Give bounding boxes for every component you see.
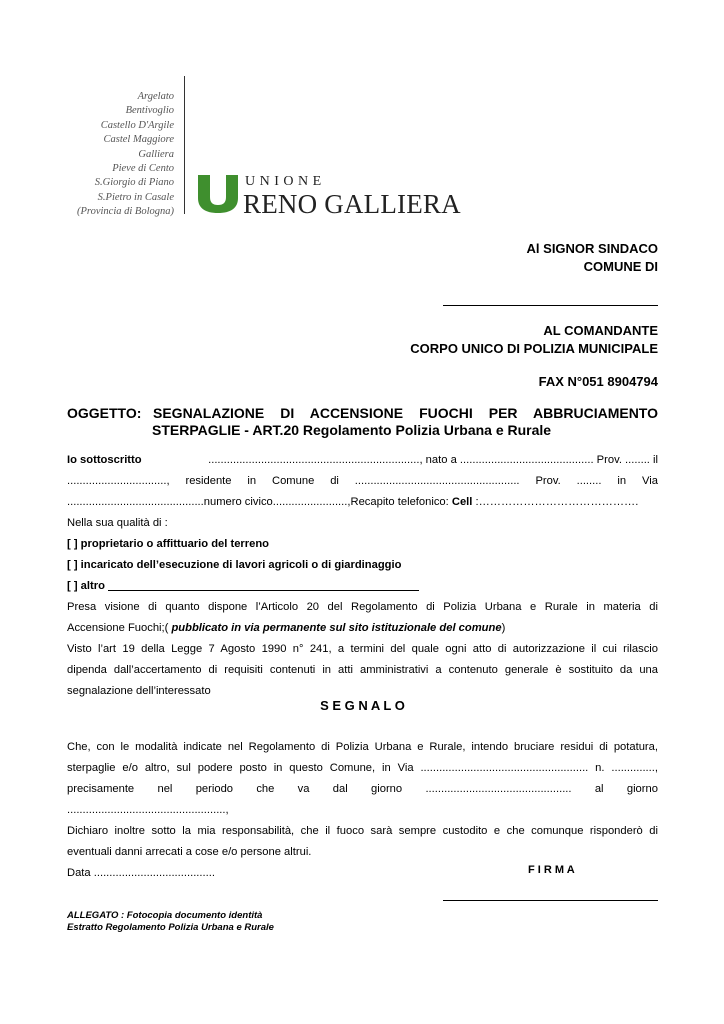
town-name: Bentivoglio: [125, 105, 174, 117]
letterhead: [14, 90, 174, 220]
presa-text-1: Presa visione di quanto dispone l’Articolo 20 del Regolamento di Polizia Urbana e Rurale in materia di: [67, 601, 658, 613]
l2-word: Comune: [272, 475, 315, 487]
l2-word: Prov.: [535, 475, 561, 487]
town-name: Galliera: [138, 148, 174, 160]
subject-label: OGGETTO:: [67, 405, 142, 421]
l2-word: ................................,: [67, 475, 170, 487]
presa-text-2b: pubblicato in via permanente sul sito istituzionale del comune: [171, 622, 502, 634]
form-line-1: [67, 450, 658, 471]
form-body: [67, 450, 658, 702]
visto-line-1: Visto l’art 19 della Legge 7 Agosto 1990 n° 241, a termini del quale ogni atto di autorizzazione il cui rilascio: [67, 643, 658, 655]
town-name: Castel Maggiore: [103, 134, 174, 146]
letterhead-divider: [184, 76, 185, 214]
segnalo-heading: S E G N A L O: [320, 698, 405, 713]
che3-word: che: [256, 783, 275, 795]
che3-word: precisamente: [67, 783, 135, 795]
form-line-3: [67, 492, 658, 513]
option-proprietario[interactable]: [ ] proprietario o affittuario del terreno: [67, 538, 270, 550]
signature-line[interactable]: [443, 900, 658, 901]
fax-number: FAX N°051 8904794: [538, 374, 658, 389]
option-incaricato[interactable]: [ ] incaricato dell’esecuzione di lavori agricoli o di giardinaggio: [67, 559, 402, 571]
l2-word: ........: [576, 475, 602, 487]
address-field[interactable]: ............................................numero civico........................,Recapito telefonico:: [67, 496, 452, 508]
comune-blank-line: [443, 305, 658, 306]
qualita-label: Nella sua qualità di :: [67, 517, 168, 529]
dichiaro-line-1: Dichiaro inoltre sotto la mia responsabilità, che il fuoco sarà sempre custodito e che comunque risponderò di: [67, 825, 658, 837]
name-birth-field[interactable]: ...................................................................., nato a ........................................... Prov. ........ il: [205, 454, 658, 466]
town-list: [14, 90, 174, 220]
presa-line-2: [67, 618, 658, 639]
unione-logo-icon: [198, 175, 238, 213]
che-line-4[interactable]: ...................................................,: [67, 804, 229, 816]
form-line-2: [67, 471, 658, 492]
che3-word: dal: [332, 783, 348, 795]
visto-line-3: segnalazione dell’interessato: [67, 685, 211, 697]
subject-line-2: STERPAGLIE - ART.20 Regolamento Polizia Urbana e Rurale: [152, 422, 552, 438]
l2-word: di: [330, 475, 339, 487]
option-altro[interactable]: [67, 576, 658, 597]
l2-word: residente: [185, 475, 232, 487]
cell-label: Cell: [451, 496, 473, 508]
che3-word: nel: [157, 783, 173, 795]
town-name: Pieve di Cento: [112, 163, 174, 175]
addressee-line-1: Al SIGNOR SINDACO: [526, 241, 658, 256]
che3-word: va: [297, 783, 310, 795]
che3-word: giorno: [626, 783, 658, 795]
subject-block: [67, 405, 658, 439]
footer-line-1: ALLEGATO : Fotocopia documento identità: [67, 910, 263, 921]
logo-text-unione: UNIONE: [245, 174, 326, 189]
dichiaro-line-2: eventuali danni arrecati a cose e/o persone altrui.: [67, 846, 312, 858]
che-line-1: Che, con le modalità indicate nel Regolamento di Polizia Urbana e Rurale, intendo bruciare residui di potatura,: [67, 741, 658, 753]
visto-line-2: dipenda dall’accertamento di requisiti contenuti in atti amministrativi a contenuto generale è sostituito da una: [67, 664, 658, 676]
data-field[interactable]: Data .......................................: [67, 867, 215, 879]
l2-word: .....................................................: [354, 475, 520, 487]
che-line-2[interactable]: sterpaglie e/o altro, sul podere posto in questo Comune, in Via ...................................................... n. ..............,: [67, 762, 658, 774]
che3-word: al: [594, 783, 604, 795]
addressee-line-2: COMUNE DI: [583, 259, 658, 274]
l2-word: Via: [641, 475, 658, 487]
addressee-line-3: AL COMANDANTE: [543, 323, 658, 338]
che-line-3: [67, 779, 658, 800]
altro-blank-line[interactable]: [108, 590, 419, 591]
che3-word: ...............................................: [425, 783, 572, 795]
town-name: Argelato: [137, 91, 174, 102]
addressee-line-4: CORPO UNICO DI POLIZIA MUNICIPALE: [410, 341, 658, 356]
segnalo-body: [67, 737, 658, 884]
che3-word: giorno: [371, 783, 403, 795]
town-name: Castello D'Argile: [100, 119, 174, 131]
l2-word: in: [247, 475, 257, 487]
presa-line-1: [67, 597, 658, 618]
logo-text-reno-galliera: RENO GALLIERA: [243, 189, 461, 219]
firma-label: F I R M A: [528, 864, 575, 876]
presa-text-2a: Accensione Fuochi;(: [67, 622, 172, 634]
subject-line-1: SEGNALAZIONE DI ACCENSIONE FUOCHI PER ABBRUCIAMENTO: [153, 405, 658, 421]
presa-text-2c: ): [501, 622, 506, 634]
town-name: (Provincia di Bologna): [76, 206, 174, 218]
che3-word: periodo: [195, 783, 234, 795]
io-sottoscritto-label: Io sottoscritto: [67, 454, 142, 466]
footer-line-2: Estratto Regolamento Polizia Urbana e Rurale: [67, 922, 274, 933]
cell-field[interactable]: :…………………………………….: [472, 496, 639, 508]
town-name: S.Pietro in Casale: [97, 191, 174, 203]
option-altro-label: [ ] altro: [67, 580, 109, 592]
l2-word: in: [617, 475, 627, 487]
footer-notes: [67, 910, 274, 934]
town-name: S.Giorgio di Piano: [94, 177, 174, 189]
